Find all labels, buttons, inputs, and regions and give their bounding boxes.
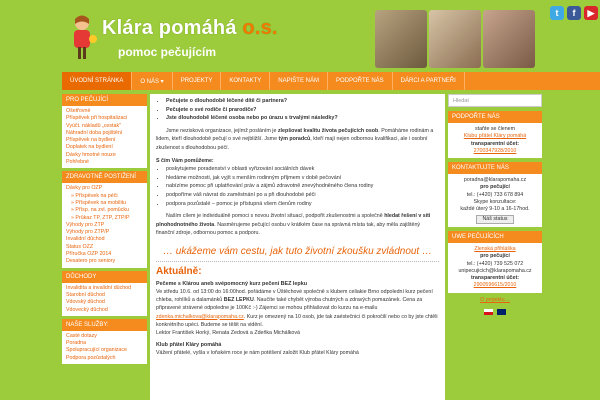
sidebar-box-caregivers bbox=[62, 94, 147, 168]
goal-paragraph bbox=[156, 212, 439, 238]
nav-projects[interactable]: PROJEKTY bbox=[173, 72, 222, 90]
sidebar-box-title: NAŠE SLUŽBY: bbox=[62, 319, 147, 331]
search-input[interactable]: Hledat bbox=[448, 94, 542, 107]
help-list bbox=[156, 165, 439, 208]
language-flags bbox=[448, 306, 542, 318]
goal-bold-text: hledat řešení v síti plnohodnotného života bbox=[156, 213, 431, 228]
sidebar-item[interactable]: Příspěvek na bydlení bbox=[66, 137, 116, 144]
sidebar-item[interactable]: Dávky hmotné nouze bbox=[66, 151, 116, 158]
sidebar-box-services bbox=[62, 319, 147, 364]
help-item: • hledáme možnosti, jak vyjít s menším rodinným příjmem v době pečování bbox=[166, 174, 439, 183]
header-photo bbox=[483, 10, 535, 68]
sidebar-item[interactable]: Příspěvek při hospitalizaci bbox=[66, 115, 128, 122]
sidebar-item[interactable]: Starobní důchod bbox=[66, 291, 105, 298]
news-title[interactable]: Pečeme s Klárou aneb svépomocný kurz pečení BEZ lepku bbox=[156, 280, 307, 287]
slogan: … ukážeme vám cestu, jak tuto životní zkoušku zvládnout … bbox=[162, 245, 432, 257]
sidebar-item[interactable]: Vdovecký důchod bbox=[66, 306, 108, 313]
sidebar-item[interactable]: Desatero pro seniory bbox=[66, 258, 116, 265]
status-button[interactable]: Náš status bbox=[476, 215, 513, 224]
divider bbox=[156, 261, 439, 262]
club-body: Vážení přátelé, vyšla v loňském roce je nám potěšení založit Klub přátel Kláry pomáhá bbox=[156, 350, 359, 357]
account-label: transparentní účet: bbox=[471, 140, 519, 147]
help-item: • podpoříme váš návrat do zaměstnání po a při dlouhodobé péči bbox=[166, 191, 439, 200]
sidebar-box-pensions bbox=[62, 271, 147, 316]
header-photo bbox=[375, 10, 427, 68]
sidebar-item[interactable]: Pohřebné bbox=[66, 159, 89, 166]
site-title[interactable] bbox=[102, 17, 278, 40]
sidebar-item[interactable]: » Průkaz TP, ZTP, ZTP/P bbox=[71, 214, 130, 221]
intro-bold-text: tým poradců bbox=[278, 136, 311, 143]
question-item: • Jste dlouhodobě léčené osoba nebo po úrazu s trvalými následky? bbox=[166, 114, 439, 123]
news-lectors: Lektor František Horký, Renata Zedová a Zdeňka Michálková bbox=[156, 329, 300, 336]
news-text: . Naučíte také chybět výroba chutných a zdravých pomazánek. Cena za připravené strávené odpoledne je 100Kč :-) Zájemci se mohou přihlašovat do kurzu na e-mailu bbox=[156, 297, 423, 312]
intro-text: Jsme nezisková organizace, jejímž posláním je bbox=[166, 127, 277, 134]
sidebar-item[interactable]: Poradna bbox=[66, 340, 87, 347]
main-nav bbox=[62, 72, 600, 90]
news-email-link[interactable]: zdenka.michalkova@klarapomaha.cz bbox=[156, 313, 244, 320]
sidebar-item[interactable]: Výhody pro ZTP/P bbox=[66, 229, 110, 236]
uwe-phone: tel.: (+420) 739 525 072 bbox=[466, 260, 524, 267]
facebook-icon[interactable]: f bbox=[567, 6, 581, 20]
question-list bbox=[156, 97, 439, 123]
sidebar-item[interactable]: Spolupracující organizace bbox=[66, 347, 127, 354]
sidebar-item[interactable]: » Přísp. na zvl. pomůcku bbox=[71, 207, 129, 214]
uwe-box bbox=[448, 231, 542, 293]
help-title: S čím Vám pomůžeme: bbox=[156, 157, 214, 164]
sidebar-list bbox=[62, 331, 147, 364]
sidebar-list bbox=[62, 183, 147, 267]
sidebar-item[interactable]: Vyúčt. nákladů „cestak" bbox=[66, 122, 121, 129]
uwe-box-title: UWE PEČUJÍCÍCH bbox=[448, 231, 542, 243]
contact-for: pro pečující bbox=[480, 184, 510, 191]
logo-figure-icon bbox=[66, 14, 98, 62]
sidebar-box-disabled bbox=[62, 171, 147, 267]
news-text: . Kurz je omezený na 10 osob, jde tak zaéstečnici či pokročilí nebo co by jste chtěli konkrétního upéci. Budeme se těšit na vidění. bbox=[156, 313, 438, 328]
uwe-account-link[interactable]: 2900596615/2010 bbox=[473, 282, 517, 289]
contact-phone: tel.: (+420) 733 678 894 bbox=[466, 191, 524, 198]
help-item: • poskytujeme poradenství v oblasti vyřizování sociálních dávek bbox=[166, 165, 439, 174]
sidebar-item[interactable]: Náhradní doba pojištění bbox=[66, 129, 123, 136]
goal-text: . Nasměrujeme pečující osobu v krátkém čase na správná místa tak, aby měla zajištěný finanční zdroje, odbornou pomoc a podporu. bbox=[156, 221, 421, 237]
social-links bbox=[550, 6, 598, 20]
contact-email[interactable]: poradna@klarapomaha.cz bbox=[463, 177, 527, 184]
english-flag-icon[interactable] bbox=[497, 309, 506, 315]
right-sidebar bbox=[448, 94, 542, 400]
czech-flag-icon[interactable] bbox=[484, 309, 493, 315]
sidebar-item[interactable]: Časté dotazy bbox=[66, 332, 97, 339]
sidebar-item[interactable]: » Příspěvek na mobilitu bbox=[71, 199, 127, 206]
uwe-account-label: transparentní účet: bbox=[471, 275, 519, 282]
help-item: • nabízíme pomoc při uplatňování práv a zájmů zdravotně znevýhodněného člena rodiny bbox=[166, 182, 439, 191]
uwe-box-body bbox=[448, 243, 542, 293]
news-body bbox=[156, 288, 439, 337]
news-bold-text: BEZ LEPKU bbox=[223, 297, 254, 304]
project-more-link[interactable]: O projektu… bbox=[480, 296, 510, 303]
sidebar-item[interactable]: » Příspěvek na péči bbox=[71, 192, 118, 199]
contact-hours: každé úterý 9-10 a 16-17hod. bbox=[460, 206, 530, 213]
main-content bbox=[150, 94, 445, 400]
uwe-email[interactable]: unipecujicich@klarapomaha.cz bbox=[458, 267, 532, 274]
application-link[interactable]: Zlenská přihláška bbox=[474, 245, 516, 252]
sidebar-item[interactable]: Ošetřovné bbox=[66, 108, 91, 114]
question-item: • Pečujete o dlouhodobě léčené dítě či partnera? bbox=[166, 97, 439, 106]
support-line: staňte se členem bbox=[474, 126, 516, 132]
sidebar-item[interactable]: Invalidita a invalidní důchod bbox=[66, 284, 132, 291]
sidebar-item[interactable]: Doplatek na bydlení bbox=[66, 144, 113, 151]
sidebar-list bbox=[62, 283, 147, 316]
site-title-suffix[interactable]: o.s. bbox=[236, 17, 278, 39]
nav-support[interactable]: PODPOŘTE NÁS bbox=[328, 72, 393, 90]
header-photos bbox=[375, 10, 535, 68]
intro-text: , kteří mají nejen odbornou kvalifikaci, ale i osobní zkušenost s dlouhodobou péčí. bbox=[156, 136, 428, 151]
support-box-body bbox=[448, 123, 542, 158]
sidebar-item[interactable]: Příručka OZP 2014 bbox=[66, 251, 112, 258]
nav-home[interactable]: ÚVODNÍ STRÁNKA bbox=[62, 72, 132, 90]
sidebar-box-title: PRO PEČUJÍCÍ bbox=[62, 94, 147, 106]
more-wrap bbox=[448, 297, 542, 306]
question-item: • Pečujete o své rodiče či prarodiče? bbox=[166, 106, 439, 115]
contact-box bbox=[448, 162, 542, 227]
news-section-title: Aktuálně: bbox=[156, 265, 202, 277]
site-title-main[interactable]: Klára pomáhá bbox=[102, 17, 237, 39]
site-subtitle: pomoc pečujícím bbox=[118, 45, 217, 59]
contact-box-title: KONTAKTUJTE NÁS bbox=[448, 162, 542, 174]
twitter-icon[interactable]: t bbox=[550, 6, 564, 20]
sidebar-box-title: DŮCHODY bbox=[62, 271, 147, 283]
uwe-for: pro pečující bbox=[480, 253, 510, 260]
nav-contacts[interactable]: KONTAKTY bbox=[221, 72, 270, 90]
contact-box-body bbox=[448, 174, 542, 227]
nav-about[interactable]: O NÁS ▾ bbox=[132, 72, 172, 90]
club-title[interactable]: Klub přátel Kláry pomáhá bbox=[156, 342, 222, 349]
intro-bold-text: zlepšovat kvalitu života pečujících osob bbox=[277, 127, 379, 134]
sidebar-item[interactable]: Status OZZ bbox=[66, 243, 94, 250]
intro-paragraph bbox=[156, 127, 439, 153]
goal-text: Naším cílem je individuálně pomoci s novou životní situací, podpořit zkušenostmi a společně bbox=[166, 213, 383, 220]
site-header bbox=[0, 0, 600, 70]
support-box bbox=[448, 111, 542, 158]
help-item: • podpora pozůstalé – pomoc je přístupná všem členům rodiny bbox=[166, 200, 439, 209]
sidebar-list bbox=[62, 106, 147, 168]
sidebar-item[interactable]: Dávky pro OZP bbox=[66, 185, 103, 192]
sidebar-item[interactable]: Podpora pozůstalých bbox=[66, 354, 116, 361]
sidebar-box-title: ZDRAVOTNĚ POSTIŽENÍ bbox=[62, 171, 147, 183]
left-sidebar bbox=[62, 94, 147, 400]
contact-skype: Skype konzultace: bbox=[473, 199, 517, 206]
account-link[interactable]: 2700347928/2010 bbox=[473, 147, 517, 154]
news-text: Ve středu 10.6. od 13:00 do 16:00hod. pořádáme v Úštěchové společně s klubem celiakie Brno odpolední kurz pečení chleba, rohlíků a dalamánků bbox=[156, 288, 433, 304]
club-link[interactable]: Klubu přátel Kláry pomáhá bbox=[463, 133, 527, 140]
nav-donors[interactable]: DÁRCI A PARTNEŘI bbox=[393, 72, 465, 90]
nav-write-us[interactable]: NAPIŠTE NÁM bbox=[270, 72, 328, 90]
sidebar-item[interactable]: Invalidní důchod bbox=[66, 236, 105, 243]
header-photo bbox=[429, 10, 481, 68]
youtube-icon[interactable]: ▶ bbox=[584, 6, 598, 20]
sidebar-item[interactable]: Výhody pro ZTP bbox=[66, 221, 105, 228]
support-box-title: PODPOŘTE NÁS bbox=[448, 111, 542, 123]
sidebar-item[interactable]: Vdovský důchod bbox=[66, 299, 105, 306]
intro-text: . Pomáháme rodinám a lidem, kteří dlouhodobě pečují o své nejbližší. Jsme bbox=[156, 127, 434, 143]
